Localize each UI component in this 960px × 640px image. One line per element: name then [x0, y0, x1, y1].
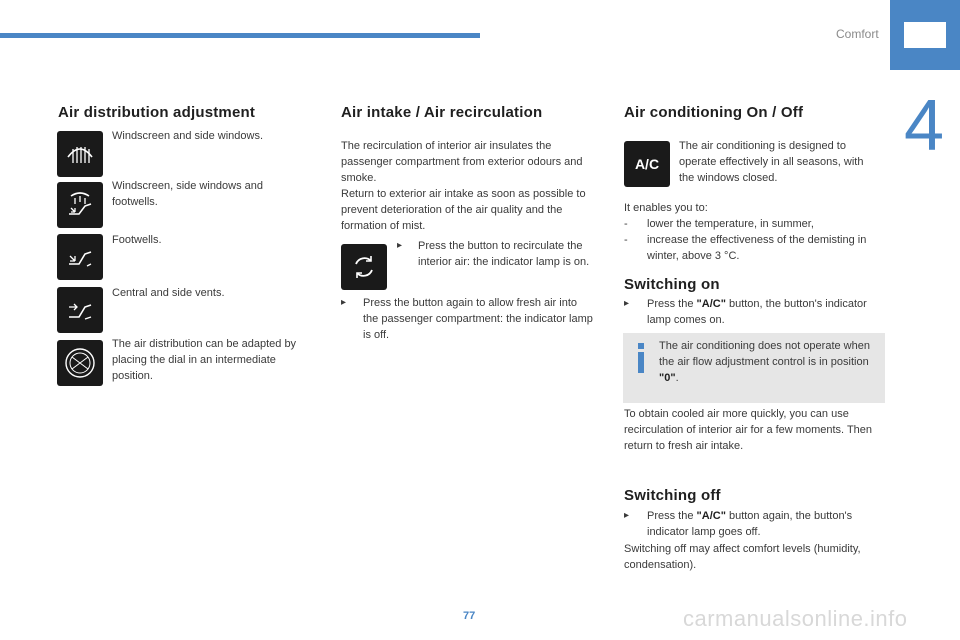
air-distribution-title: Air distribution adjustment — [58, 104, 256, 121]
header-rule — [0, 33, 480, 38]
ac-enables: It enables you to: — [624, 202, 708, 214]
recirculation-step2: Press the button again to allow fresh air into the passenger compartment: the indicator lamp is off. — [363, 297, 593, 341]
item-dial-text: The air distribution can be adapted by placing the dial in an intermediate position. — [112, 338, 297, 382]
chapter-tab — [890, 0, 960, 70]
recirculation-icon — [341, 244, 387, 290]
ac-button-icon: A/C — [624, 141, 670, 187]
step2-bullet: ▸ — [341, 297, 347, 308]
switching-off-text: Press the "A/C" button again, the button's indicator lamp goes off. — [647, 510, 853, 538]
item-footwell-text: Footwells. — [112, 234, 162, 246]
off-bullet: ▸ — [624, 510, 630, 521]
item-windscreen-footwell-text: Windscreen, side windows and footwells. — [112, 180, 264, 208]
dial-icon — [57, 340, 103, 386]
item-windscreen-text: Windscreen and side windows. — [112, 130, 264, 142]
page-number: 77 — [463, 610, 476, 622]
info-note-text: The air conditioning does not operate when the air flow adjustment control is in position "0". — [659, 340, 870, 384]
switching-off-note: Switching off may affect comfort levels (humidity, condensation). — [624, 543, 861, 571]
ac-list-dash-1: - — [624, 218, 628, 230]
item-vents-text: Central and side vents. — [112, 287, 225, 299]
ac-title: Air conditioning On / Off — [624, 104, 804, 121]
section-label: Comfort — [836, 27, 879, 41]
switching-on-title: Switching on — [624, 276, 720, 293]
ac-list-item-1: lower the temperature, in summer, — [647, 218, 814, 230]
switching-on-text: Press the "A/C" button, the button's indicator lamp comes on. — [647, 298, 867, 326]
cool-tip: To obtain cooled air more quickly, you can use recirculation of interior air for a few moments. Then return to fresh air intake. — [624, 408, 873, 452]
air-intake-title: Air intake / Air recirculation — [341, 104, 543, 121]
ac-list-dash-2: - — [624, 234, 628, 246]
vents-icon — [57, 287, 103, 333]
windscreen-footwell-icon — [57, 182, 103, 228]
step1-bullet: ▸ — [397, 240, 403, 251]
chapter-number: 4 — [904, 86, 945, 166]
ac-intro: The air conditioning is designed to operate effectively in all seasons, with the windows closed. — [679, 140, 864, 184]
watermark: carmanualsonline.info — [683, 606, 908, 631]
recirculation-step1: Press the button to recirculate the interior air: the indicator lamp is on. — [418, 240, 590, 268]
on-bullet: ▸ — [624, 298, 630, 309]
switching-off-title: Switching off — [624, 487, 721, 504]
recirculation-intro-2: Return to exterior air intake as soon as possible to prevent deterioration of the air quality and the formation of mist. — [341, 188, 586, 232]
windscreen-defrost-icon — [57, 131, 103, 177]
info-note — [623, 333, 885, 403]
ac-list-item-2: increase the effectiveness of the demisting in winter, above 3 °C. — [647, 234, 867, 262]
recirculation-intro: The recirculation of interior air insulates the passenger compartment from exterior odours and smoke. — [341, 140, 583, 184]
footwell-icon — [57, 234, 103, 280]
info-icon — [635, 343, 647, 373]
